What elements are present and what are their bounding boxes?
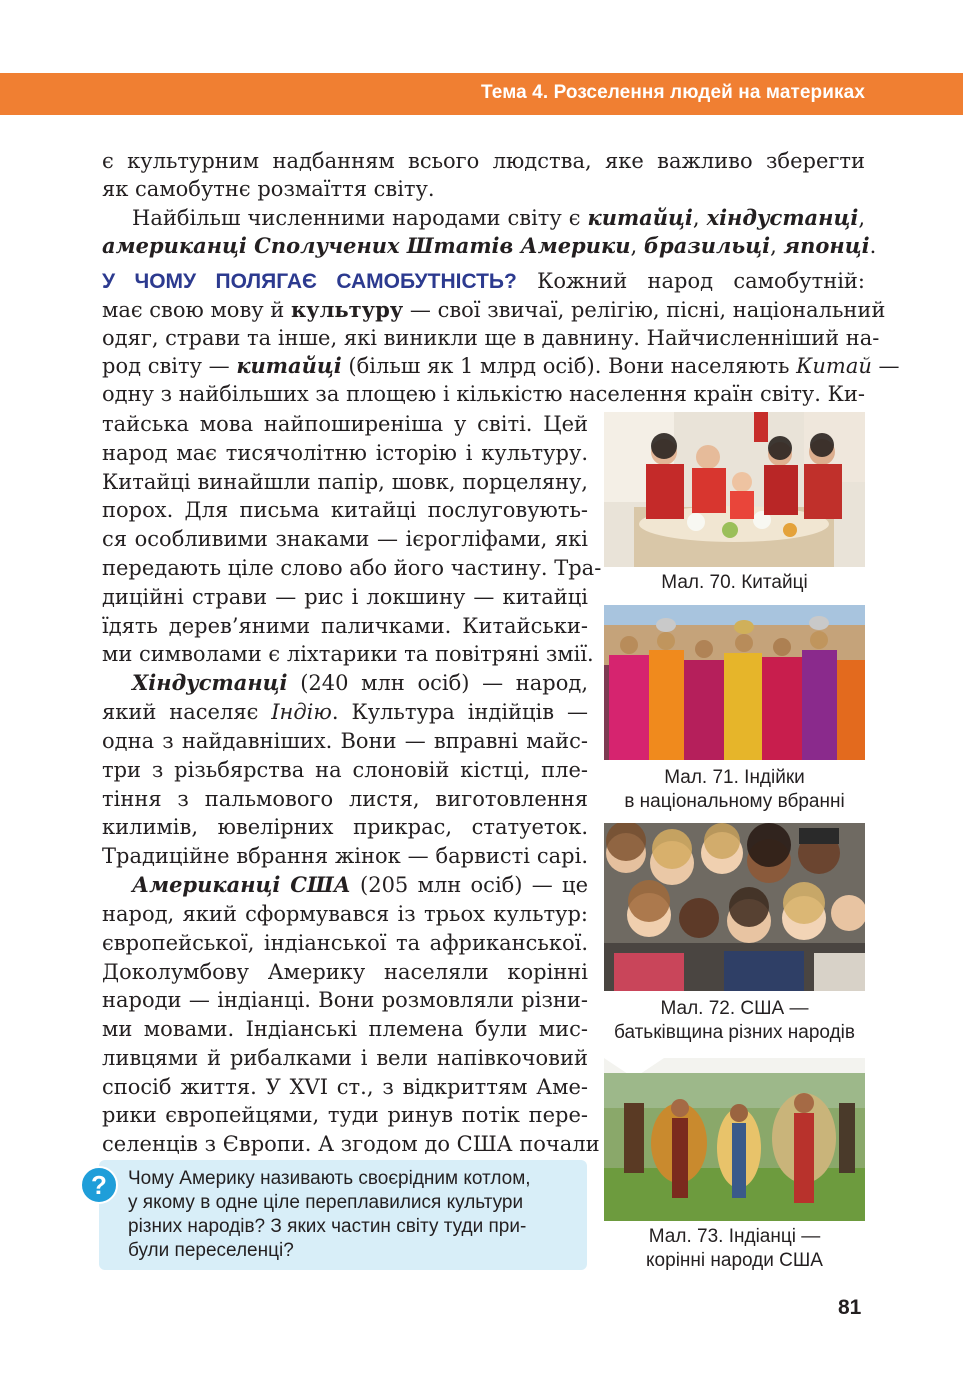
text-line: Американці США (205 млн осіб) — це: [132, 872, 588, 897]
text-line: ливцями й рибалками і вели напівкочовий: [102, 1046, 588, 1070]
text-line: Китайці винайшли папір, шовк, порцеляну,: [102, 470, 588, 494]
text-line: Традиційне вбрання жінок — барвисті сарі.: [102, 844, 588, 868]
page-number: 81: [838, 1296, 862, 1319]
photo-chinese-family: [604, 412, 865, 567]
text-line: Доколумбову Америку населяли корінні: [102, 960, 588, 984]
chapter-header-bar: [0, 73, 963, 115]
figure-caption: Мал. 71. Індійки: [664, 767, 805, 788]
text-line: спосіб життя. У XVI ст., з відкриттям Аме-: [102, 1075, 588, 1099]
text-line: американці Сполучених Штатів Америки, бразильці, японці.: [102, 233, 877, 258]
text-line: ми символами є ліхтарики та повітряні змії.: [102, 642, 594, 666]
text-line: три з різьбярства на слоновій кістці, пле-: [102, 758, 588, 782]
text-line: ся особливими знаками — ієрогліфами, які: [102, 527, 588, 551]
text-line: має свою мову й культуру — свої звичаї, релігію, пісні, національний: [102, 297, 886, 322]
text-line: рики європейцями, туди ринув потік пере-: [102, 1103, 588, 1127]
question-mark-icon: ?: [80, 1166, 118, 1204]
chapter-title: Тема 4. Розселення людей на материках: [481, 82, 865, 103]
text-line: род світу — китайці (більш як 1 млрд осіб). Вони населяють Китай —: [102, 353, 900, 378]
section-heading: У ЧОМУ ПОЛЯГАЄ САМОБУТНІСТЬ?: [102, 270, 517, 293]
text-line: одна з найдавніших. Вони — вправні майс-: [102, 729, 588, 753]
text-line: диційні страви — рис і локшину — китайці: [102, 585, 588, 609]
text-line: килимів, ювелірних прикрас, статуеток.: [102, 815, 588, 839]
text-line: народи — індіанці. Вони розмовляли різни-: [102, 988, 588, 1012]
figure-caption: Мал. 70. Китайці: [661, 572, 808, 593]
figure-caption: в національному вбранні: [624, 791, 845, 812]
text-line: одяг, страви та інше, які виникли ще в давнину. Найчисленніший на-: [102, 326, 880, 350]
text-line: Хіндустанці (240 млн осіб) — народ,: [132, 670, 588, 695]
text-line: тіння з пальмового листя, виготовлення: [102, 787, 588, 811]
photo-indian-women: [604, 605, 865, 760]
figure-caption: Мал. 72. США —: [660, 998, 809, 1019]
text-line: тайська мова найпоширеніша у світі. Цей: [102, 412, 588, 436]
text-line: селенців з Європи. А згодом до США почали: [102, 1132, 600, 1156]
figure-caption: Мал. 73. Індіанці —: [648, 1226, 821, 1247]
photo-native-americans: [604, 1058, 865, 1221]
text-line: їдять дерев’яними паличками. Китайськи-: [102, 614, 588, 638]
text-line: порох. Для письма китайці послуговують-: [102, 498, 588, 522]
text-line: народ, який сформувався із трьох культур:: [102, 902, 588, 926]
photo-usa-people: [604, 823, 865, 991]
text-line: є культурним надбанням всього людства, яке важливо зберегти: [102, 149, 865, 173]
figure-caption: батьківщина різних народів: [614, 1022, 855, 1043]
text-line: як самобутнє розмаїття світу.: [102, 177, 435, 201]
text-line: який населяє Індію. Культура індійців —: [102, 700, 588, 724]
figure-caption: корінні народи США: [646, 1250, 823, 1271]
text-line: передають ціле слово або його частину. Тра-: [102, 556, 602, 580]
section-heading-line: У ЧОМУ ПОЛЯГАЄ САМОБУТНІСТЬ? Кожний народ самобутній:: [102, 269, 865, 293]
text-line: одну з найбільших за площею і кількістю населення країн світу. Ки-: [102, 382, 865, 406]
question-text: Чому Америку називають своєрідним котлом, у якому в одне ціле переплавилися культури різних народів? З яких частин світу туди при- були переселенці?: [128, 1168, 531, 1261]
text-line: європейської, індіанської та африканської.: [102, 931, 588, 955]
text-line: Найбільш численними народами світу є китайці, хіндустанці,: [132, 205, 865, 230]
text-line: народ має тисячолітню історію і культуру.: [102, 441, 588, 465]
text-line: ми мовами. Індіанські племена були мис-: [102, 1017, 588, 1041]
